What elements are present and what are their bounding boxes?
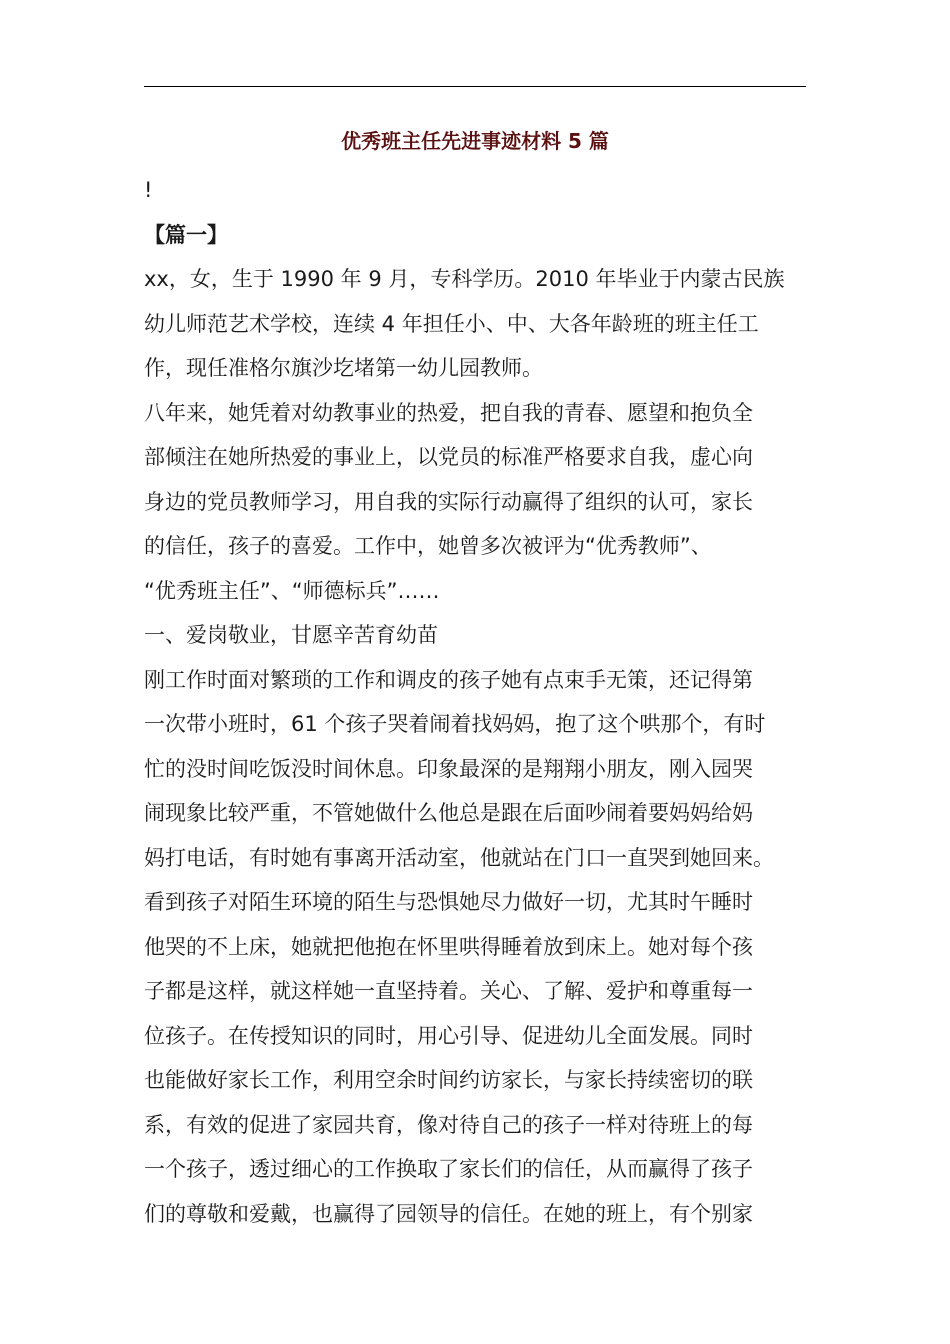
paragraph-line: 妈打电话，有时她有事离开活动室，他就站在门口一直哭到她回来。: [144, 845, 774, 870]
paragraph-line: xx，女，生于 1990 年 9 月，专科学历。2010 年毕业于内蒙古民族: [144, 267, 785, 291]
paragraph-line: 一次带小班时，61 个孩子哭着闹着找妈妈，抱了这个哄那个，有时: [144, 712, 766, 736]
paragraph-line: 忙的没时间吃饭没时间休息。印象最深的是翔翔小朋友，刚入园哭: [144, 756, 753, 781]
paragraph-line: 系，有效的促进了家园共育，像对待自己的孩子一样对待班上的每: [144, 1112, 753, 1137]
paragraph-line: 刚工作时面对繁琐的工作和调皮的孩子她有点束手无策，还记得第: [144, 667, 753, 692]
paragraph-line: 作，现任准格尔旗沙圪堵第一幼儿园教师。: [144, 356, 543, 380]
header-rule: [144, 86, 806, 87]
paragraph-line: 闹现象比较严重，不管她做什么他总是跟在后面吵闹着要妈妈给妈: [144, 801, 753, 825]
paragraph-line: 一个孩子，透过细心的工作换取了家长们的信任，从而赢得了孩子: [144, 1157, 753, 1181]
paragraph-line: 幼儿师范艺术学校，连续 4 年担任小、中、大各年龄班的班主任工: [144, 311, 759, 336]
paragraph-line: 他哭的不上床，她就把他抱在怀里哄得睡着放到床上。她对每个孩: [144, 934, 753, 959]
paragraph-line: “优秀班主任”、“师德标兵”……: [144, 578, 440, 603]
paragraph-line: 们的尊敬和爱戴，也赢得了园领导的信任。在她的班上，有个别家: [144, 1201, 753, 1226]
paragraph-line: 身边的党员教师学习，用自我的实际行动赢得了组织的认可，家长: [144, 489, 753, 514]
exclamation-line: !: [144, 178, 153, 202]
document-body: [144, 168, 814, 1236]
section-heading-part-one: 【篇一】: [144, 222, 228, 247]
paragraph-line: 位孩子。在传授知识的同时，用心引导、促进幼儿全面发展。同时: [144, 1023, 753, 1048]
paragraph-line: 的信任，孩子的喜爱。工作中，她曾多次被评为“优秀教师”、: [144, 534, 712, 558]
paragraph-line: 部倾注在她所热爱的事业上，以党员的标准严格要求自我，虚心向: [144, 445, 753, 469]
paragraph-line: 八年来，她凭着对幼教事业的热爱，把自我的青春、愿望和抱负全: [144, 400, 753, 425]
subsection-heading: 一、爱岗敬业，甘愿辛苦育幼苗: [144, 623, 438, 647]
paragraph-line: 看到孩子对陌生环境的陌生与恐惧她尽力做好一切，尤其时午睡时: [144, 890, 753, 914]
paragraph-line: 子都是这样，就这样她一直坚持着。关心、了解、爱护和尊重每一: [144, 979, 753, 1003]
document-title: 优秀班主任先进事迹材料 5 篇: [341, 129, 609, 153]
paragraph-line: 也能做好家长工作，利用空余时间约访家长，与家长持续密切的联: [144, 1068, 753, 1092]
